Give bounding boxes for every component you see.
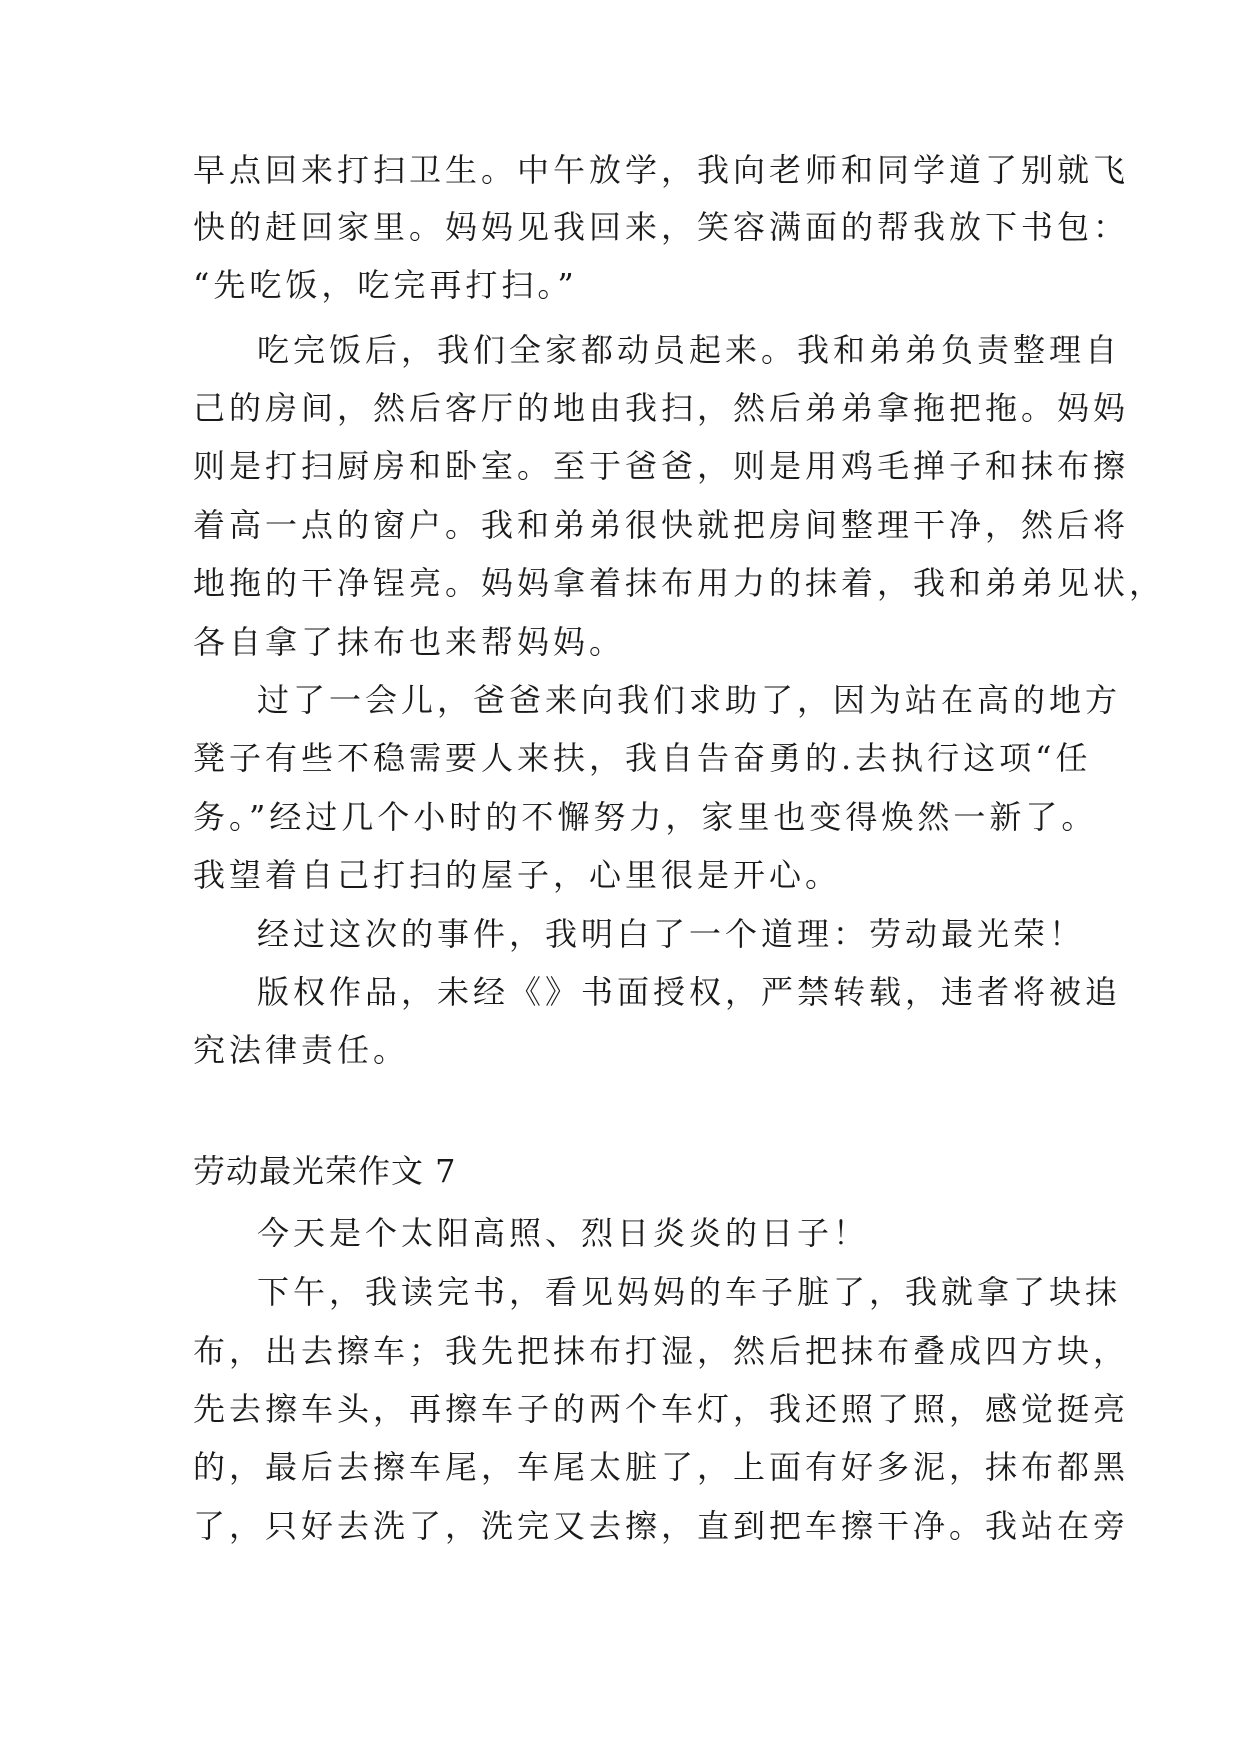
text-line: 了，只好去洗了，洗完又去擦，直到把车擦干净。我站在旁 — [193, 1507, 1130, 1545]
text-line: 早点回来打扫卫生。中午放学，我向老师和同学道了别就飞 — [193, 151, 1130, 189]
text-line: 我望着自己打扫的屋子，心里很是开心。 — [193, 856, 842, 894]
text-line: 务。”经过几个小时的不懈努力，家里也变得焕然一新了。 — [193, 798, 1098, 836]
text-line: 着高一点的窗户。我和弟弟很快就把房间整理干净，然后将 — [193, 506, 1130, 544]
text-line: 凳子有些不稳需要人来扶，我自告奋勇的.去执行这项“任 — [193, 739, 1092, 777]
text-line: 布，出去擦车；我先把抹布打湿，然后把抹布叠成四方块， — [193, 1332, 1130, 1370]
paragraph-first-line: 吃完饭后，我们全家都动员起来。我和弟弟负责整理自 — [257, 331, 1122, 369]
text-line: 究法律责任。 — [193, 1031, 410, 1069]
text-line: 快的赶回家里。妈妈见我回来，笑容满面的帮我放下书包： — [193, 208, 1130, 246]
paragraph-first-line: 过了一会儿，爸爸来向我们求助了，因为站在高的地方 — [257, 681, 1122, 719]
text-line: 己的房间，然后客厅的地由我扫，然后弟弟拿拖把拖。妈妈 — [193, 389, 1130, 427]
paragraph-first-line: 下午，我读完书，看见妈妈的车子脏了，我就拿了块抹 — [257, 1273, 1122, 1311]
section-heading: 劳动最光荣作文 7 — [193, 1152, 457, 1190]
paragraph-first-line: 经过这次的事件，我明白了一个道理：劳动最光荣！ — [257, 915, 1086, 953]
paragraph-first-line: 今天是个太阳高照、烈日炎炎的日子！ — [257, 1214, 870, 1252]
text-line: 地拖的干净锃亮。妈妈拿着抹布用力的抹着，我和弟弟见状， — [193, 564, 1166, 602]
text-line: 则是打扫厨房和卧室。至于爸爸，则是用鸡毛掸子和抹布擦 — [193, 447, 1130, 485]
text-line: 各自拿了抹布也来帮妈妈。 — [193, 623, 626, 661]
text-line: “先吃饭，吃完再打扫。” — [193, 266, 578, 304]
text-line: 先去擦车头，再擦车子的两个车灯，我还照了照，感觉挺亮 — [193, 1390, 1130, 1428]
text-line: 的，最后去擦车尾，车尾太脏了，上面有好多泥，抹布都黑 — [193, 1448, 1130, 1486]
paragraph-first-line: 版权作品，未经《》书面授权，严禁转载，违者将被追 — [257, 973, 1122, 1011]
